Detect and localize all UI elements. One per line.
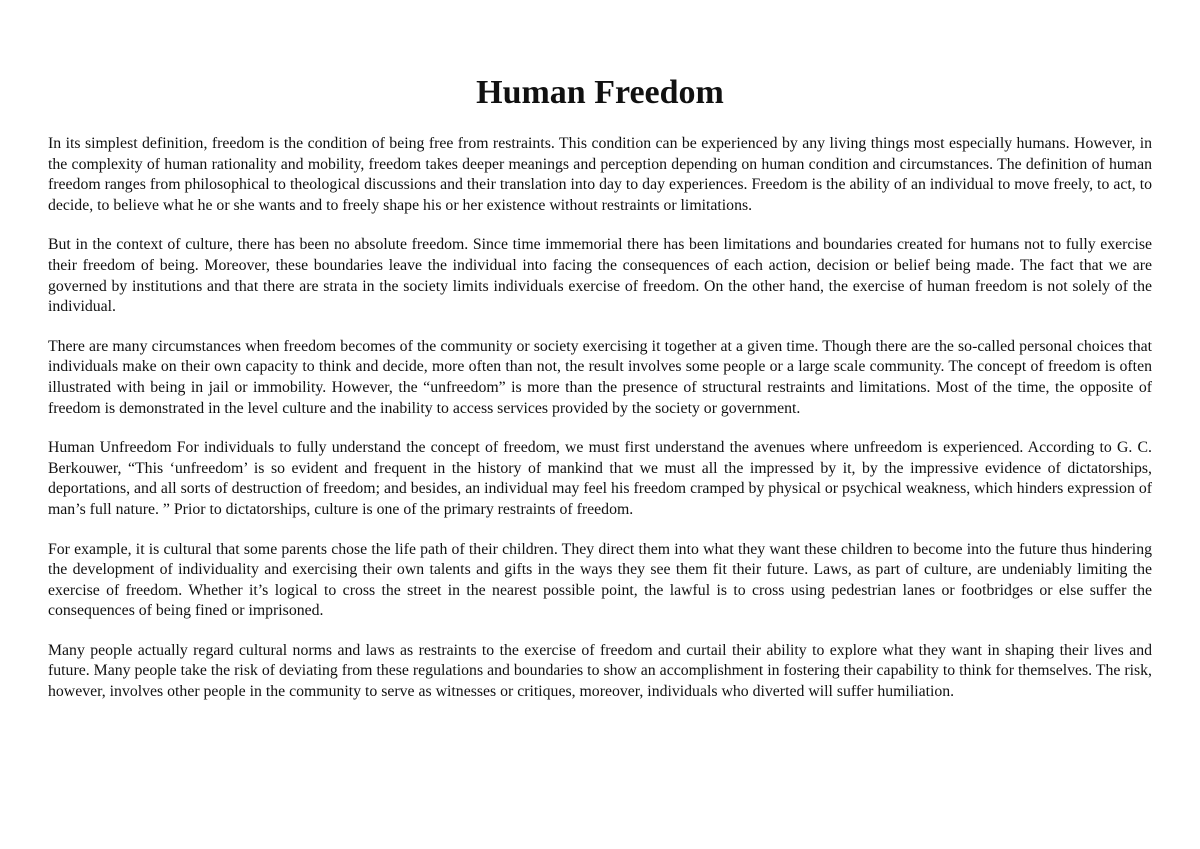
paragraph-4: Human Unfreedom For individuals to fully understand the concept of freedom, we must first understand the avenues where unfreedom is experienced. According to G. C. Berkouwer, “This ‘unfreedom’ is so evident and frequent in the history of mankind that we must all the impressed by it, by the impressive evidence of dictatorships, deportations, and all sorts of destruction of freedom; and besides, an individual may feel his freedom cramped by physical or psychical weakness, which hinders expression of man’s full nature. ” Prior to dictatorships, culture is one of the primary restraints of freedom.: [48, 439, 1152, 518]
document-title: Human Freedom: [476, 74, 724, 111]
paragraph-2: But in the context of culture, there has been no absolute freedom. Since time immemorial there has been limitations and boundaries created for humans not to fully exercise their freedom of being. Moreover, these boundaries leave the individual into facing the consequences of each action, decision or belief being made. The fact that we are governed by institutions and that there are strata in the society limits individuals exercise of freedom. On the other hand, the exercise of human freedom is not solely of the individual.: [48, 236, 1152, 316]
paragraph-6: Many people actually regard cultural norms and laws as restraints to the exercise of freedom and curtail their ability to explore what they want in shaping their lives and future. Many people take the risk of deviating from these regulations and boundaries to show an accomplishment in fostering their capability to think for themselves. The risk, however, involves other people in the community to serve as witnesses or critiques, moreover, individuals who diverted will suffer humiliation.: [48, 641, 1152, 701]
paragraph-5: For example, it is cultural that some parents chose the life path of their children. They direct them into what they want these children to become into the future thus hindering the development of individuality and exercising their own talents and gifts in the ways they see them fit their future. Laws, as part of culture, are undeniably limiting the exercise of freedom. Whether it’s logical to cross the street in the nearest possible point, the lawful is to cross using pedestrian lanes or footbridges or else suffer the consequences of being fined or imprisoned.: [48, 540, 1152, 620]
paragraph-3: There are many circumstances when freedom becomes of the community or society exercising it together at a given time. Though there are the so-called personal choices that individuals make on their own capacity to think and decide, more often than not, the result involves some people or a large scale community. The concept of freedom is often illustrated with being in jail or immobility. However, the “unfreedom” is more than the presence of structural restraints and limitations. Most of the time, the opposite of freedom is demonstrated in the level culture and the inability to access services provided by the society or government.: [48, 337, 1152, 417]
paragraph-1: In its simplest definition, freedom is the condition of being free from restraints. This condition can be experienced by any living things most especially humans. However, in the complexity of human rationality and mobility, freedom takes deeper meanings and perception depending on human condition and circumstances. The definition of human freedom ranges from philosophical to theological discussions and their translation into day to day experiences. Freedom is the ability of an individual to move freely, to act, to decide, to believe what he or she wants and to freely shape his or her existence without restraints or limitations.: [48, 135, 1152, 214]
document-page: [48, 70, 1152, 703]
